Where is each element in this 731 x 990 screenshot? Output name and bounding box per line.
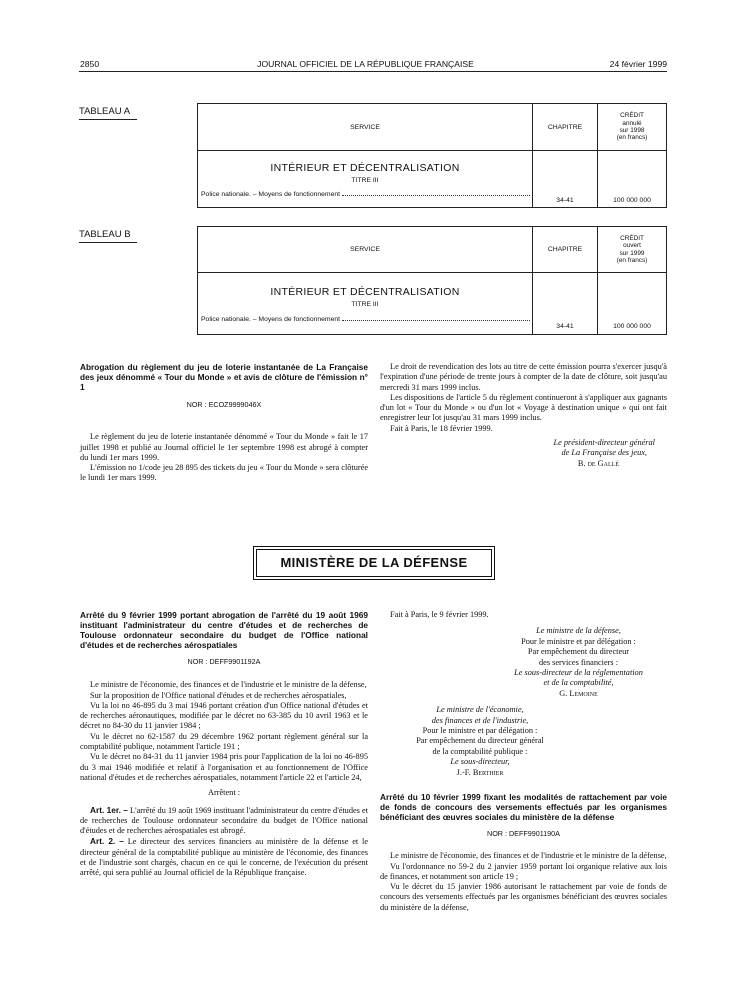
art1-label: Art. 1er. – (90, 804, 128, 815)
art2-label: Art. 2. – (90, 836, 124, 847)
tableau-b (197, 226, 667, 335)
arrete1-arretent: Arrêtent : (207, 788, 241, 798)
arrete1-p2: Sur la proposition de l'Office national d'études et de recherches aérospatiales, (90, 690, 347, 700)
amount-value: 100 000 000 (598, 273, 667, 335)
titre: TITRE III (351, 177, 379, 184)
arrete1-p4: Vu le décret no 62-1587 du 29 décembre 1962 portant règlement général sur la comptabilité publique, notamment l'article 191 ; (80, 731, 368, 752)
arrete1-signatures (380, 610, 667, 913)
ministry-title: INTÉRIEUR ET DÉCENTRALISATION (270, 286, 460, 298)
loterie-title: Abrogation du règlement du jeu de loterie instantanée de La Française des jeux dénommé « Tour du Monde » et avis de clôture de l'émission n° 1 (80, 362, 368, 392)
arrete1-p3: Vu la loi no 46-895 du 3 mai 1946 portant création d'un Office national d'études et de recherches aéronautiques, modifiée par le décret no 63-385 du 10 avril 1963 et le décret no 84-30 du 11 janvier 1984 ; (80, 700, 368, 731)
ministry-heading: MINISTÈRE DE LA DÉFENSE (256, 549, 492, 577)
arrete2-p3: Vu le décret du 15 janvier 1986 autorisant le rattachement par voie de fonds de concours des versements effectués par les organismes bénéficiant des œuvres sociales du ministère de la défense, (380, 882, 667, 912)
loterie-nor: NOR : ECOZ9999046X (186, 400, 262, 409)
loterie-left-column (80, 362, 368, 484)
col-credit: CRÉDIT ouvert sur 1999 (en francs) (598, 227, 667, 273)
loterie-p3: Le droit de revendication des lots au titre de cette émission pourra s'exercer jusqu'à l'expiration d'une période de trente jours à compter de la date de clôture, soit jusqu'au mercredi 31 mars 1999 inclus. (380, 362, 667, 392)
journal-title: JOURNAL OFFICIEL DE LA RÉPUBLIQUE FRANÇAISE (257, 59, 474, 69)
arrete1-p1: Le ministre de l'économie, des finances et de l'industrie et le ministre de la défense, (90, 680, 367, 690)
chapitre-value: 34-41 (533, 151, 598, 208)
tableau-a (197, 103, 667, 208)
arrete2-p1: Le ministre de l'économie, des finances et de l'industrie et le ministre de la défense, (390, 851, 667, 861)
signature-defense: Le ministre de la défense, Pour le ministre et par délégation : Par empêchement du directeur des services financiers : Le sous-directeur de la réglementation et de la comptabilité, G. Lemoine (514, 626, 643, 698)
budget-line: Police nationale. – Moyens de fonctionnement (201, 191, 341, 198)
arrete1-done: Fait à Paris, le 9 février 1999. (390, 610, 489, 619)
titre: TITRE III (351, 301, 379, 308)
col-chapitre: CHAPITRE (533, 104, 598, 151)
tableau-b-label: TABLEAU B (79, 229, 131, 240)
issue-date: 24 février 1999 (609, 59, 667, 69)
loterie-p4: Les dispositions de l'article 5 du règlement continueront à s'appliquer aux gagnants d'un lot « Tour du Monde » ou d'un lot « Voyage à destination unique » qui ont fait enregistrer leur lot jusqu'au 31 mars 1999 inclus. (380, 392, 667, 423)
arrete1-p5: Vu le décret no 84-31 du 11 janvier 1984 pris pour l'application de la loi no 46-895 du 3 mai 1946 modifiée et relatif à l'organisation et au fonctionnement de l'Office national d'études et de recherches aérospatiales, notamment l'article 22 et l'article 24, (80, 752, 368, 782)
page-number: 2850 (80, 59, 100, 69)
art1-text: L'arrêté du 19 août 1969 instituant l'administrateur du centre d'études et de recherches de Toulouse ordonnateur secondaire du budget de l'Office national d'études et de recherches aérospatiales est abrogé. (80, 805, 368, 836)
col-service: SERVICE (198, 104, 533, 151)
arrete2-p2: Vu l'ordonnance no 59-2 du 2 janvier 1959 portant loi organique relative aux lois de finances, et notamment son article 19 ; (380, 861, 667, 881)
header-rule (79, 71, 667, 72)
loterie-sig3: B. de Gallé (577, 458, 619, 468)
art2-text: Le directeur des services financiers au ministère de la défense et le directeur général de la comptabilité publique au ministère de l'économie, des finances et de l'industrie sont chargés, chacun en ce qui le concerne, de l'exécution du présent arrêté, qui sera publié au Journal officiel de la République française. (80, 837, 369, 878)
arrete1-column (80, 610, 368, 879)
col-chapitre: CHAPITRE (533, 227, 598, 273)
loterie-right-column (380, 362, 667, 469)
chapitre-value: 34-41 (533, 273, 598, 335)
col-service: SERVICE (198, 227, 533, 273)
loterie-sig2: de La Française des jeux, (561, 448, 647, 458)
arrete1-title: Arrêté du 9 février 1999 portant abrogation de l'arrêté du 19 août 1969 instituant l'administrateur du centre d'études et de recherches de Toulouse ordonnateur secondaire du budget de l'Office national d'études et de recherches aérospatiales (80, 610, 368, 650)
arrete1-nor: NOR : DEFF9901192A (187, 657, 261, 666)
loterie-done: Fait à Paris, le 18 février 1999. (390, 423, 493, 433)
loterie-p1: Le règlement du jeu de loterie instantanée dénommé « Tour du Monde » fait le 17 juillet 1998 et publié au Journal officiel le 1er septembre 1998 est abrogé à compter du lundi 1er mars 1999. (80, 432, 368, 462)
amount-value: 100 000 000 (598, 151, 667, 208)
loterie-sig1: Le président-directeur général (553, 438, 655, 448)
arrete2-nor: NOR : DEFF9901190A (487, 828, 560, 838)
signature-economie: Le ministre de l'économie, des finances et de l'industrie, Pour le ministre et par délégation : Par empêchement du directeur général de la comptabilité publique : Le sous-directeur, J.-F. Berthier (416, 705, 544, 777)
ministry-title: INTÉRIEUR ET DÉCENTRALISATION (270, 162, 460, 174)
col-credit: CRÉDIT annulé sur 1998 (en francs) (598, 104, 667, 151)
arrete2-title: Arrêté du 10 février 1999 fixant les modalités de rattachement par voie de fonds de concours des versements effectués par les organismes bénéficiant des œuvres sociales du ministère de la défense (380, 791, 667, 822)
tableau-a-label: TABLEAU A (79, 106, 131, 117)
loterie-p2: L'émission no 1/code jeu 28 895 des tickets du jeu « Tour du Monde » sera clôturée le lundi 1er mars 1999. (80, 463, 368, 483)
budget-line: Police nationale. – Moyens de fonctionnement (201, 316, 341, 323)
